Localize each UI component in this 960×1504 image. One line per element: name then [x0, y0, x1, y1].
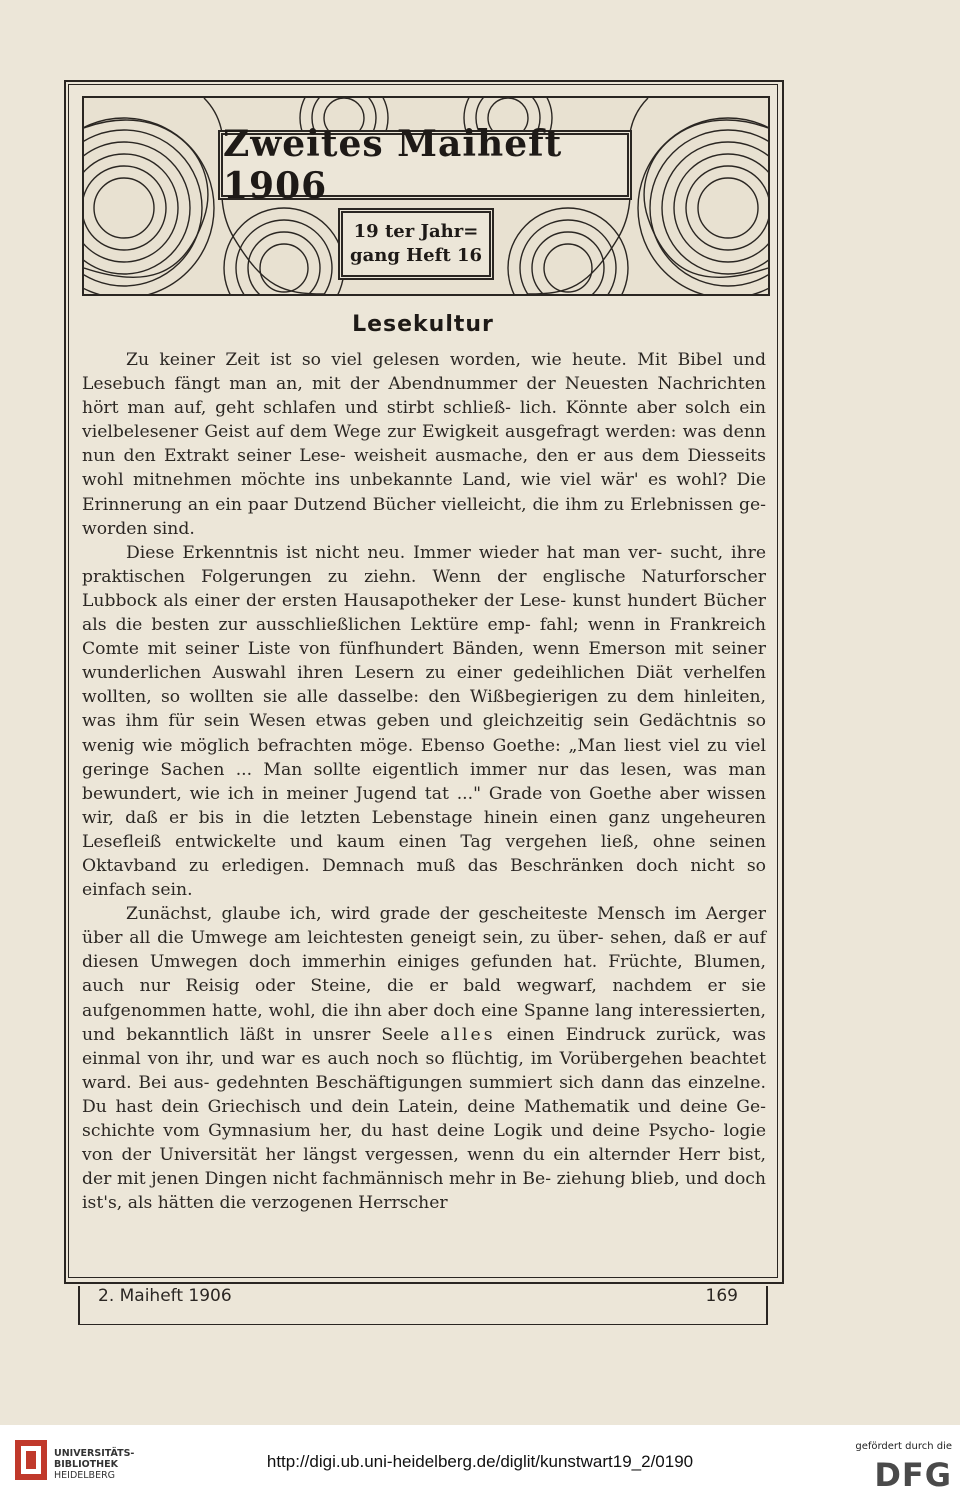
issue-title: Zweites Maiheft 1906 — [218, 130, 632, 200]
volume-issue-box — [338, 208, 494, 280]
emphasized-word: alles — [440, 1024, 496, 1045]
page-number: 169 — [705, 1286, 738, 1306]
footer-issue: 2. Maiheft 1906 — [98, 1286, 232, 1306]
library-city: HEIDELBERG — [54, 1470, 116, 1481]
dfg-logo: DFG — [874, 1456, 952, 1494]
paragraph — [82, 902, 766, 1215]
paragraph-start: Zunächst, glaube ich, wird grade der gescheiteste Mensch im Aerger über all die Umwege am leichtesten geneigt sein, zu über- sehen, daß er auf diesen Umwegen doch immerhin einiges gefunden hat. Früchte, Blumen, auch nur Reisig oder Steine, die er bald wegwarf, nachdem er sie aufgenommen hatte, wohl, die ihn aber doch eine Spanne lang interessierten, und bekanntlich läßt in unsrer Seele — [82, 904, 766, 1045]
sponsor-text: gefördert durch die — [855, 1441, 952, 1452]
paragraph-end: einen Eindruck zurück, was einmal von ihr, und war es auch noch so flüchtig, im Vorübergehen beachtet ward. Bei aus- gedehnten Beschäftigungen summiert sich dann das einzelne. Du hast dein Griechisch und dein Latein, deine Mathematik und deine Ge- schichte vom Gymnasium her, du hast deine Logik und deine Psycho- logie von der Universität her längst vergessen, wenn du ein alternder Herr bist, der mit jenen Dingen nicht fachmännisch mehr in Be- ziehung blieb, und doch ist's, als hätten die verzogenen Herrscher — [82, 1024, 767, 1214]
article-body — [82, 348, 766, 1215]
library-line: UNIVERSITÄTS- — [54, 1448, 135, 1459]
volume-line: 19 ter Jahr= — [353, 221, 479, 242]
paragraph: Diese Erkenntnis ist nicht neu. Immer wieder hat man ver- sucht, ihre praktischen Folgerungen zu ziehn. Wenn der englische Naturforscher Lubbock als einer der ersten Hausapotheker der Lese- kunst hundert Bücher als die besten zur ausschließlichen Lektüre emp- fahl; wenn in Frankreich Comte mit seiner Liste von fünfhundert Bänden, wenn Emerson mit seiner wunderlichen Auswahl ihren Lesern zu einer gedeihlichen Diät verhelfen wollten, so wollten sie alle dasselbe: den Wißbegierigen zu dem hinleiten, was ihm für sein Wesen etwas geben und gleichzeitig sein Gedächtnis so wenig wie möglich befrachten möge. Ebenso Goethe: „Man liest viel zu viel geringe Sachen ... Man sollte eigentlich immer nur das lesen, was man bewundert, wie ich in meiner Jugend tat ..." Grade von Goethe aber wissen wir, daß er bis in die letzten Lebenstage hinein einen ganz ungeheuren Lesefleiß entwickelte und kaum einen Tag vergehen ließ, ohne seinen Oktavband zu erledigen. Demnach muß das Beschränken doch nicht so einfach sein. — [82, 542, 766, 901]
library-line: BIBLIOTHEK — [54, 1459, 118, 1470]
paragraph: Zu keiner Zeit ist so viel gelesen worden, wie heute. Mit Bibel und Lesebuch fängt man an, mit der Abendnummer der Neuesten Nachrichten hört man auf, geht schlafen und stirbt schließ- lich. Könnte aber solch ein vielbelesener Geist auf dem Wege zur Ewigkeit ausgefragt werden: was denn nun den Extrakt seiner Lese- weisheit ausmache, den er aus dem Diesseits wohl mitnehmen möchte ins unbekannte Land, wie viel wär' es wohl? Die Erinnerung an ein paar Dutzend Bücher vielleicht, die ihm zu Erlebnissen ge- worden sind. — [82, 350, 766, 539]
article-title: Lesekultur — [352, 312, 494, 337]
issue-line: gang Heft 16 — [349, 245, 483, 266]
source-url-link[interactable]: http://digi.ub.uni-heidelberg.de/diglit/kunstwart19_2/0190 — [266, 1452, 694, 1471]
